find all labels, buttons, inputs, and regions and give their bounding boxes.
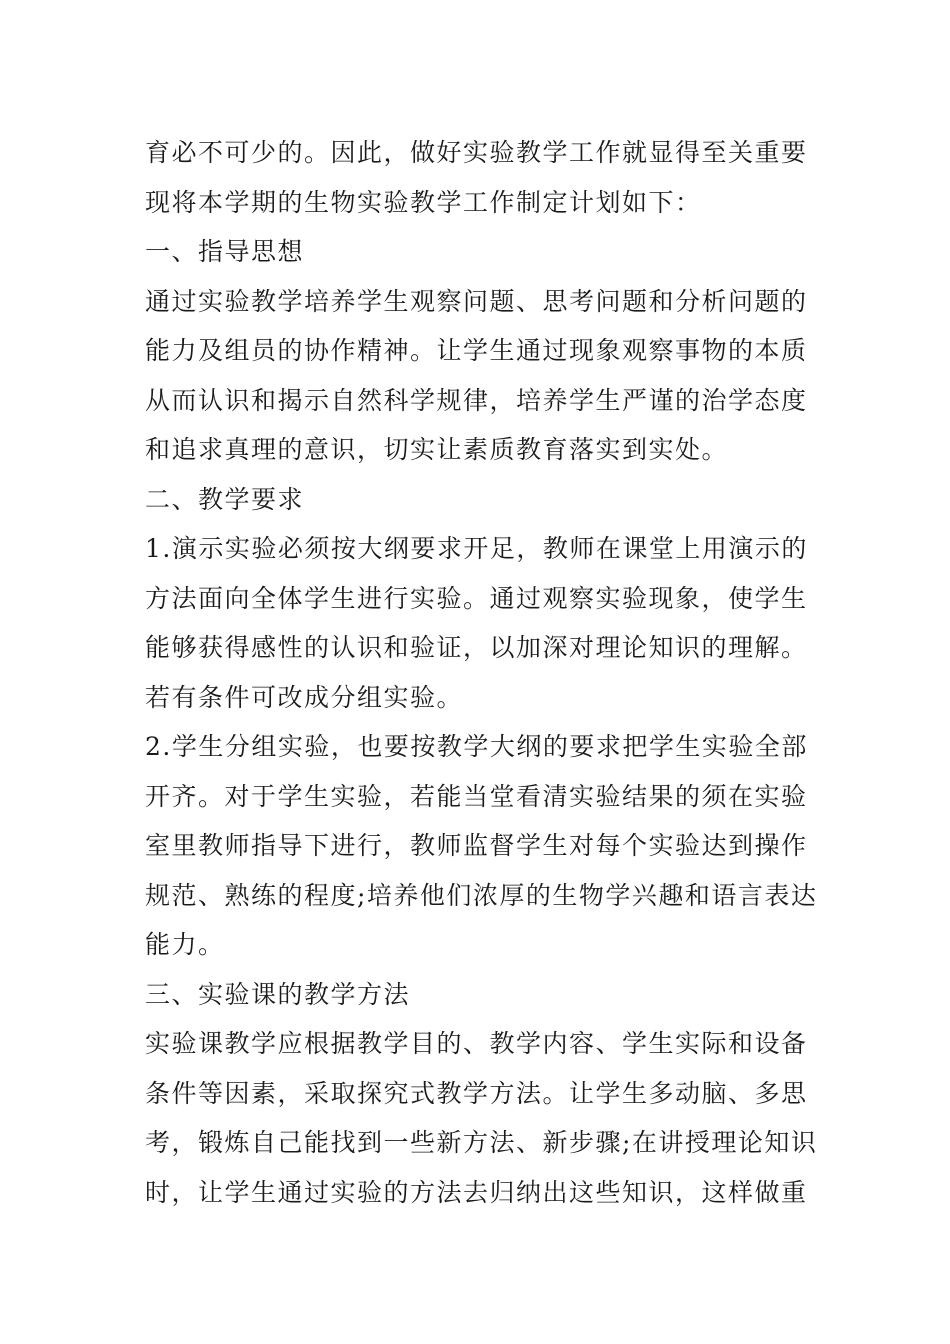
text-line: 育必不可少的。因此，做好实验教学工作就显得至关重要	[145, 138, 808, 167]
text-line: 规范、熟练的程度;培养他们浓厚的生物学兴趣和语言表达	[145, 880, 818, 910]
section-heading-teaching-requirements: 二、教学要求	[145, 484, 305, 514]
text-line: 能力。	[145, 930, 225, 959]
text-line: 若有条件可改成分组实验。	[145, 682, 464, 712]
section-heading-lab-teaching-methods: 三、实验课的教学方法	[145, 979, 411, 1009]
text-line: 条件等因素，采取探究式教学方法。让学生多动脑、多思	[145, 1078, 808, 1108]
text-line: 1.演示实验必须按大纲要求开足，教师在课堂上用演示的	[145, 534, 808, 563]
section-heading-guiding-thought: 一、指导思想	[145, 237, 305, 266]
text-line: 时，让学生通过实验的方法去归纳出这些知识，这样做重	[145, 1177, 808, 1207]
text-line: 2.学生分组实验，也要按教学大纲的要求把学生实验全部	[145, 732, 808, 761]
text-line: 通过实验教学培养学生观察问题、思考问题和分析问题的	[145, 286, 808, 316]
text-line: 能够获得感性的认识和验证，以加深对理论知识的理解。	[145, 633, 808, 662]
text-line: 现将本学期的生物实验教学工作制定计划如下：	[145, 187, 702, 217]
text-line: 实验课教学应根据教学目的、教学内容、学生实际和设备	[145, 1029, 808, 1058]
text-line: 考，锻炼自己能找到一些新方法、新步骤;在讲授理论知识	[145, 1128, 818, 1157]
text-line: 从而认识和揭示自然科学规律，培养学生严谨的治学态度	[145, 385, 808, 415]
text-line: 能力及组员的协作精神。让学生通过现象观察事物的本质	[145, 336, 808, 365]
text-line: 方法面向全体学生进行实验。通过观察实验现象，使学生	[145, 583, 808, 613]
document-body	[145, 128, 818, 1217]
text-line: 室里教师指导下进行，教师监督学生对每个实验达到操作	[145, 831, 808, 860]
text-line: 和追求真理的意识，切实让素质教育落实到实处。	[145, 435, 729, 464]
text-line: 开齐。对于学生实验，若能当堂看清实验结果的须在实验	[145, 781, 808, 811]
